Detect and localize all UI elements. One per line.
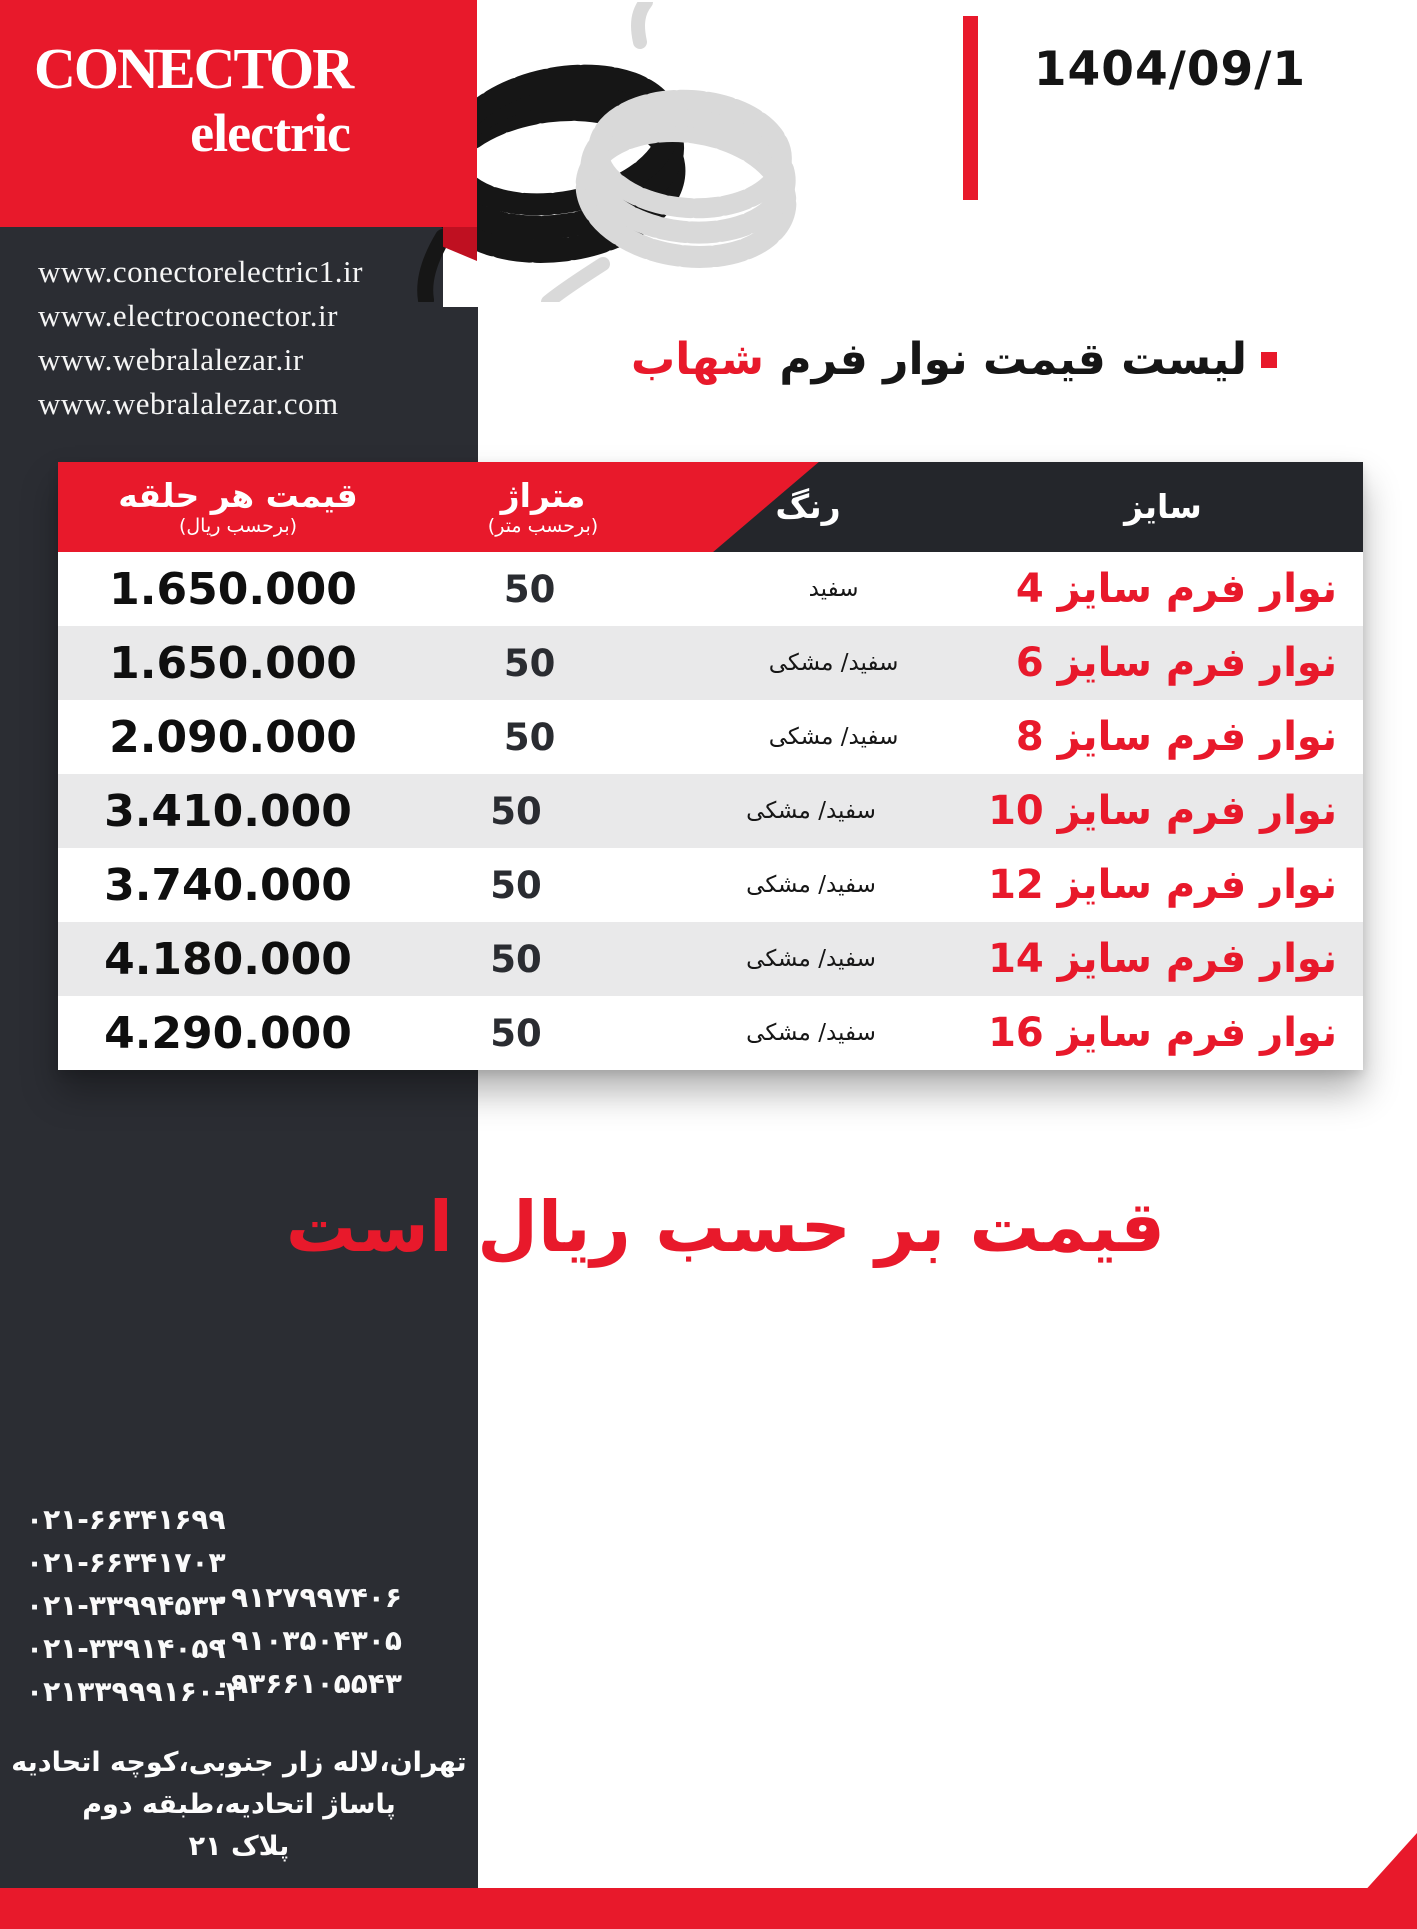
cell-meterage: 50 bbox=[503, 715, 556, 759]
cell-meterage: 50 bbox=[503, 567, 556, 611]
cell-price: 1.650.000 bbox=[109, 637, 357, 689]
phone-number: ۰۲۱۳۳۹۹۹۱۶۰-۳ bbox=[26, 1675, 243, 1708]
header-meterage bbox=[418, 462, 668, 552]
cell-size: نوار فرم سایز 14 bbox=[988, 936, 1337, 982]
cell-meterage: 50 bbox=[503, 641, 556, 685]
landline-phone-list bbox=[26, 1498, 243, 1713]
phone-number: ۰۲۱-۶۶۳۴۱۷۰۳ bbox=[26, 1546, 226, 1579]
header-price-label: قیمت هر حلقه bbox=[118, 475, 358, 515]
table-row bbox=[58, 626, 1363, 700]
phone-number: ۰۲۱-۳۳۹۹۴۵۳۳ bbox=[26, 1589, 226, 1622]
phone-number: ۰۲۱-۳۳۹۱۴۰۵۹ bbox=[26, 1632, 226, 1665]
logo-line1: CONECTOR bbox=[34, 36, 353, 101]
cell-price: 3.410.000 bbox=[104, 785, 352, 837]
cell-color: سفید/ مشکی bbox=[746, 872, 876, 898]
table-header bbox=[58, 462, 1363, 552]
cell-color: سفید bbox=[808, 576, 859, 602]
website-item: www.conectorelectric1.ir bbox=[38, 254, 363, 289]
cell-price: 4.180.000 bbox=[104, 933, 352, 985]
cell-size: نوار فرم سایز 4 bbox=[1015, 566, 1337, 612]
date-divider-bar bbox=[963, 16, 978, 200]
address-line: پاساژ اتحادیه،طبقه دوم bbox=[82, 1789, 396, 1820]
cell-color: سفید/ مشکی bbox=[746, 946, 876, 972]
cell-price: 1.650.000 bbox=[109, 563, 357, 615]
table-row bbox=[58, 922, 1363, 996]
address-block bbox=[0, 1742, 478, 1868]
page-title-text bbox=[631, 334, 1247, 385]
page-title bbox=[631, 334, 1277, 385]
cell-meterage: 50 bbox=[490, 1011, 542, 1055]
address-line: پلاک ۲۱ bbox=[188, 1831, 290, 1862]
website-list bbox=[38, 250, 363, 426]
phone-number: ۰۹۱۲۷۹۹۷۴۰۶ bbox=[214, 1581, 402, 1614]
date: 1404/09/1 bbox=[1033, 42, 1307, 97]
logo-box bbox=[0, 0, 477, 227]
cell-meterage: 50 bbox=[490, 937, 542, 981]
table-row bbox=[58, 700, 1363, 774]
address-line: تهران،لاله زار جنوبی،کوچه اتحادیه bbox=[11, 1747, 467, 1778]
title-highlight: شهاب bbox=[631, 334, 765, 385]
header-meterage-unit: (برحسب متر) bbox=[487, 514, 599, 537]
cell-size: نوار فرم سایز 8 bbox=[1015, 714, 1337, 760]
header-color-label: رنگ bbox=[775, 487, 841, 527]
cell-color: سفید/ مشکی bbox=[746, 1020, 876, 1046]
cell-price: 2.090.000 bbox=[109, 711, 357, 763]
table-row bbox=[58, 552, 1363, 626]
price-table bbox=[58, 462, 1363, 1070]
cell-meterage: 50 bbox=[490, 789, 542, 833]
cell-color: سفید/ مشکی bbox=[768, 724, 899, 750]
header-size bbox=[998, 462, 1328, 552]
cell-size: نوار فرم سایز 6 bbox=[1015, 640, 1337, 686]
table-row bbox=[58, 996, 1363, 1070]
currency-note: قیمت بر حسب ریال است bbox=[285, 1186, 1165, 1268]
phone-number: ۰۹۳۶۶۱۰۵۵۴۳ bbox=[214, 1667, 402, 1700]
website-item: www.electroconector.ir bbox=[38, 298, 338, 333]
title-main: لیست قیمت نوار فرم bbox=[779, 334, 1247, 385]
phone-number: ۰۹۱۰۳۵۰۴۳۰۵ bbox=[214, 1624, 402, 1657]
mobile-phone-list bbox=[214, 1576, 402, 1705]
cell-color: سفید/ مشکی bbox=[746, 798, 876, 824]
cell-meterage: 50 bbox=[490, 863, 542, 907]
logo-line2: electric bbox=[190, 103, 350, 163]
bullet-square-icon bbox=[1261, 352, 1277, 368]
cell-size: نوار فرم سایز 16 bbox=[988, 1010, 1337, 1056]
cell-color: سفید/ مشکی bbox=[768, 650, 899, 676]
phone-number: ۰۲۱-۶۶۳۴۱۶۹۹ bbox=[26, 1503, 226, 1536]
header-price-unit: (برحسب ریال) bbox=[178, 514, 298, 537]
cell-price: 4.290.000 bbox=[104, 1007, 352, 1059]
cell-size: نوار فرم سایز 10 bbox=[988, 788, 1337, 834]
header-color bbox=[688, 462, 928, 552]
cell-price: 3.740.000 bbox=[104, 859, 352, 911]
header-size-label: سایز bbox=[1124, 487, 1202, 527]
cell-size: نوار فرم سایز 12 bbox=[988, 862, 1337, 908]
website-item: www.webralalezar.ir bbox=[38, 342, 304, 377]
header-price bbox=[58, 462, 418, 552]
header-meterage-label: متراژ bbox=[500, 475, 586, 515]
table-row bbox=[58, 848, 1363, 922]
table-row bbox=[58, 774, 1363, 848]
website-item: www.webralalezar.com bbox=[38, 386, 339, 421]
